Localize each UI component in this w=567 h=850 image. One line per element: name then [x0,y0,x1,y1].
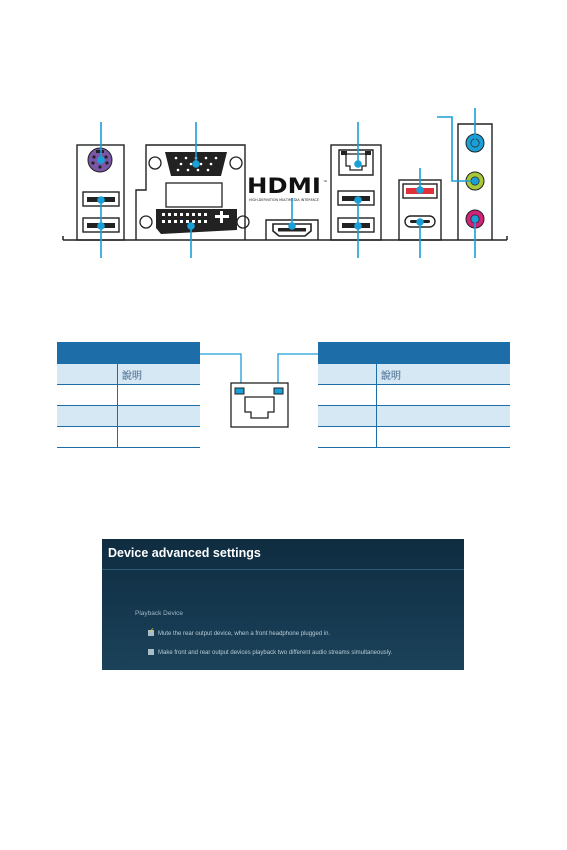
checkbox-checked-icon[interactable] [148,630,154,636]
checkbox-unchecked-icon[interactable] [148,649,154,655]
table-cell [57,385,118,406]
table-cell [57,427,118,448]
table-cell [118,385,201,406]
option-mute-rear[interactable] [148,630,330,637]
table-cell [57,406,118,427]
table-cell [377,406,511,427]
hdmi-block [247,174,327,240]
column-header [318,364,377,385]
device-advanced-settings-screenshot [102,539,464,670]
divider [102,569,464,570]
option-separate-streams[interactable] [148,649,392,656]
column-header: 說明 [377,364,511,385]
option-label: Mute the rear output device, when a front headphone plugged in. [158,631,331,637]
hdmi-logo: HDMI [247,174,321,198]
option-label: Make front and rear output devices playback two different audio streams simultaneously. [158,650,393,656]
table-cell [318,385,377,406]
dialog-title: Device advanced settings [108,546,261,560]
section-label: Playback Device [135,610,184,617]
lan-led-table-left [57,342,200,448]
table-cell [377,385,511,406]
table-header [318,342,510,364]
table-cell [318,427,377,448]
back-io-panel-diagram [0,0,567,270]
column-header [57,364,118,385]
lan-led-table-right [318,342,510,448]
hdmi-tagline: HIGH-DEFINITION MULTIMEDIA INTERFACE [249,198,319,202]
table-cell [118,406,201,427]
column-header: 說明 [118,364,201,385]
table-cell [318,406,377,427]
table-cell [118,427,201,448]
table-cell [377,427,511,448]
table-header [57,342,200,364]
svg-text:™: ™ [323,179,327,184]
